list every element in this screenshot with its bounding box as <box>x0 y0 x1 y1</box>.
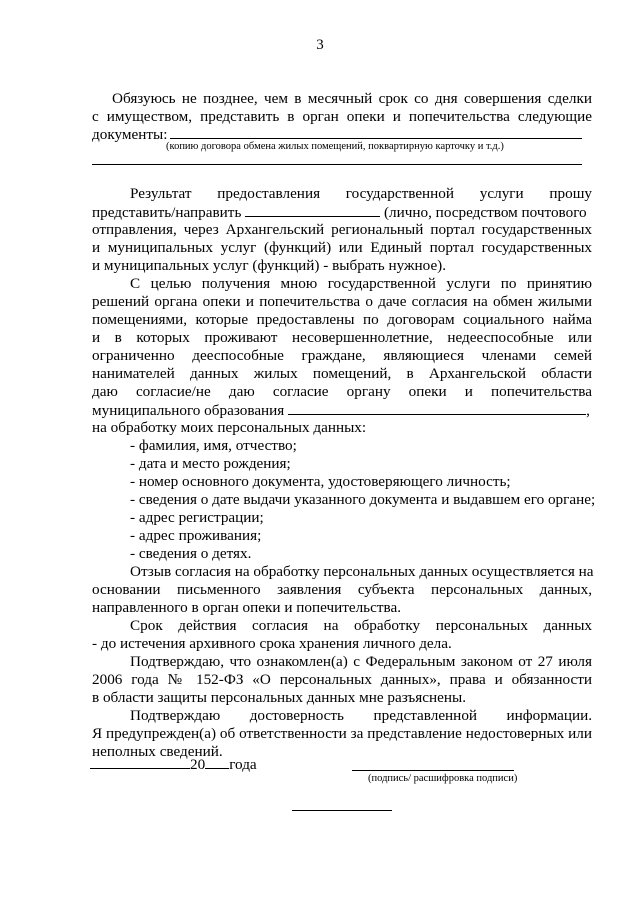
deliver-label: представить/направить <box>92 204 242 221</box>
consent-line-7: даю согласие/не даю согласие органу опеки и попечительства <box>92 383 592 400</box>
date-year-prefix: 20 <box>190 756 206 773</box>
law-line-1: Подтверждаю, что ознакомлен(а) с Федеральным законом от 27 июля <box>130 653 592 670</box>
obligation-line-2: с имуществом, представить в орган опеки и попечительства следующие <box>92 108 592 125</box>
list-item: - адрес проживания; <box>130 527 262 544</box>
date-line <box>90 755 257 774</box>
closing-divider <box>292 810 392 811</box>
result-line-2 <box>92 203 592 222</box>
law-line-2: 2006 года № 152-ФЗ «О персональных данных», права и обязанности <box>92 671 592 688</box>
consent-line-5: ограниченно дееспособные граждане, являющиеся членами семей <box>92 347 592 364</box>
confirm-line-2: Я предупрежден(а) об ответственности за представление недостоверных или <box>92 725 592 742</box>
documents-label: документы: <box>92 126 168 143</box>
date-year-field[interactable] <box>205 755 229 769</box>
list-item: - номер основного документа, удостоверяющего личность; <box>130 473 511 490</box>
delivery-options: (лично, посредством почтового <box>383 204 587 221</box>
list-item: - сведения о детях. <box>130 545 252 562</box>
consent-line-6: нанимателей данных жилых помещений, в Архангельской области <box>92 365 592 382</box>
date-suffix: года <box>229 756 257 773</box>
list-item: - фамилия, имя, отчество; <box>130 437 297 454</box>
documents-field-line-2[interactable] <box>92 164 582 165</box>
consent-line-9: на обработку моих персональных данных: <box>92 419 367 436</box>
municipality-field[interactable] <box>288 401 586 415</box>
documents-hint: (копию договора обмена жилых помещений, поквартирную карточку и т.д.) <box>166 141 504 152</box>
date-day-month-field[interactable] <box>90 755 190 769</box>
validity-line-2: - до истечения архивного срока хранения личного дела. <box>92 635 452 652</box>
municipality-label: муниципального образования <box>92 402 285 419</box>
consent-line-4: и в которых проживают несовершеннолетние, недееспособные или <box>92 329 592 346</box>
result-line-5: и муниципальных услуг (функций) - выбрать нужное). <box>92 257 447 274</box>
signature-field-line[interactable] <box>352 770 514 771</box>
consent-line-3: помещениями, которые предоставлены по договорам социального найма <box>92 311 592 328</box>
revocation-line-2: основании письменного заявления субъекта персональных данных, <box>92 581 592 598</box>
law-line-3: в области защиты персональных данных мне разъяснены. <box>92 689 467 706</box>
list-item: - сведения о дате выдачи указанного документа и выдавшем его органе; <box>130 491 596 508</box>
revocation-line-3: направленного в орган опеки и попечительства. <box>92 599 401 616</box>
confirm-line-3: неполных сведений. <box>92 743 223 760</box>
consent-line-2: решений органа опеки и попечительства о даче согласия на обмен жилыми <box>92 293 592 310</box>
result-line-1: Результат предоставления государственной услуги прошу <box>130 185 592 202</box>
validity-line-1: Срок действия согласия на обработку персональных данных <box>130 617 592 634</box>
confirm-line-1: Подтверждаю достоверность представленной информации. <box>130 707 592 724</box>
list-item: - дата и место рождения; <box>130 455 291 472</box>
signature-caption: (подпись/ расшифровка подписи) <box>368 773 518 784</box>
page-number: 3 <box>316 37 324 53</box>
result-line-3: отправления, через Архангельский региональный портал государственных <box>92 221 592 238</box>
consent-line-1: С целью получения мною государственной услуги по принятию <box>130 275 592 292</box>
revocation-line-1: Отзыв согласия на обработку персональных данных осуществляется на <box>130 563 594 580</box>
result-line-4: и муниципальных услуг (функций) или Единый портал государственных <box>92 239 592 256</box>
consent-line-8 <box>92 401 592 420</box>
documents-field-line[interactable] <box>170 138 582 139</box>
delivery-method-field[interactable] <box>245 203 380 217</box>
municipality-comma: , <box>586 402 590 419</box>
obligation-line-1: Обязуюсь не позднее, чем в месячный срок со дня совершения сделки <box>112 90 592 107</box>
list-item: - адрес регистрации; <box>130 509 264 526</box>
